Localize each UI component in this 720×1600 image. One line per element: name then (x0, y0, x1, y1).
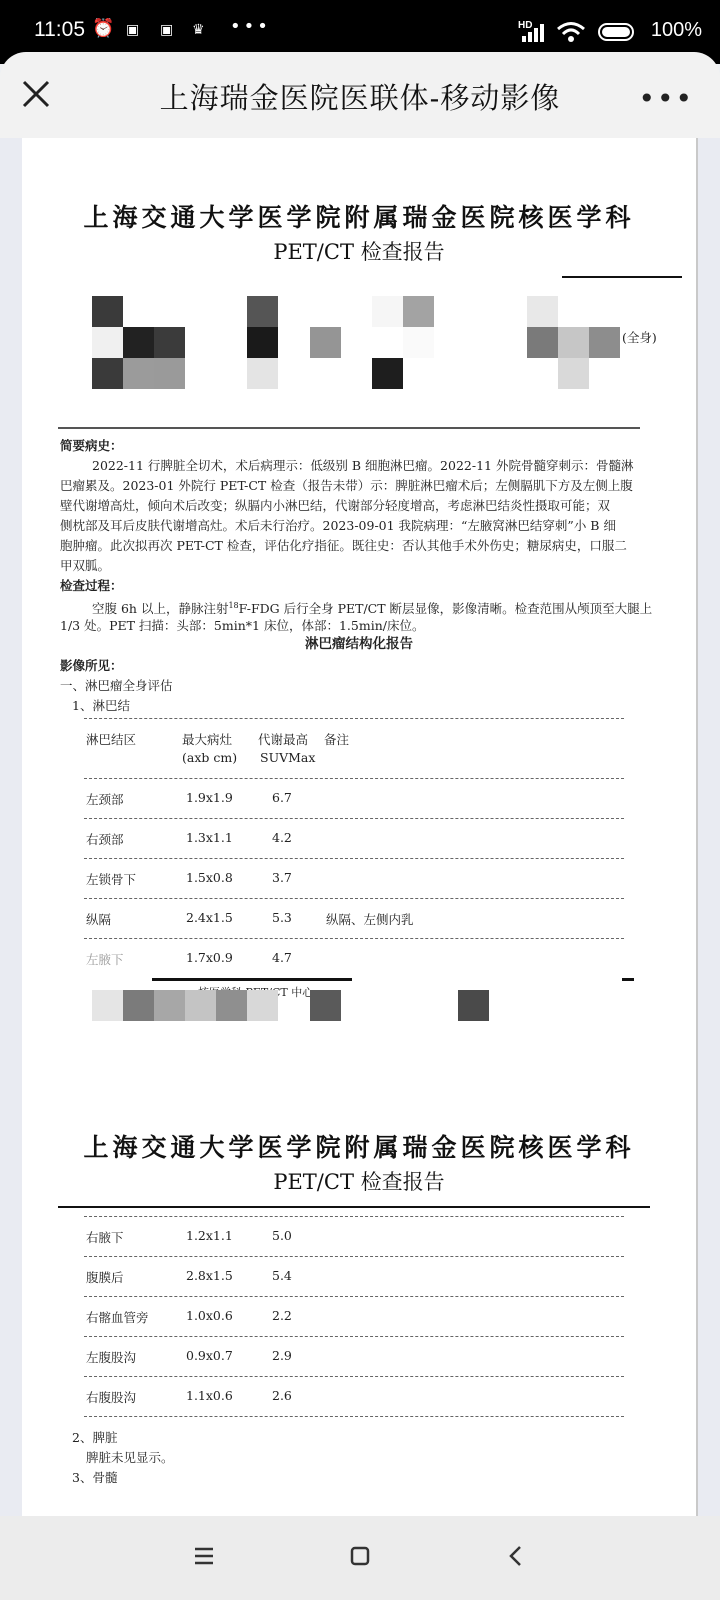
table-rule (84, 938, 624, 939)
system-nav-bar (0, 1516, 720, 1600)
table-row-suv: 5.0 (272, 1228, 292, 1243)
table-row-suv: 5.4 (272, 1268, 292, 1283)
table-rule (84, 818, 624, 819)
table-row-site: 右腹股沟 (86, 1390, 137, 1405)
scope-note: (全身) (622, 330, 657, 345)
app-notification-icon: ▣ (126, 22, 140, 38)
report-title-page-2: PET/CT 检查报告 (273, 1170, 445, 1194)
app-notification-icon-2: ▣ (160, 22, 174, 38)
page-title: 上海瑞金医院医联体-移动影像 (159, 83, 561, 115)
scroll-edge (696, 138, 698, 1516)
report-title: PET/CT 检查报告 (273, 240, 445, 264)
footer-rule-2 (622, 978, 634, 981)
table-row-suv: 2.2 (272, 1308, 292, 1323)
table-rule (84, 858, 624, 859)
table-row-suv: 2.9 (272, 1348, 292, 1363)
table-row-size: 2.4x1.5 (186, 910, 233, 925)
table-row-suv: 4.7 (272, 950, 292, 965)
section-divider (58, 427, 640, 429)
section-1-title: 一、淋巴瘤全身评估 (60, 678, 173, 693)
table-row-size: 1.9x1.9 (186, 790, 233, 805)
table-row-site: 左腹股沟 (86, 1350, 137, 1365)
col-header-site: 淋巴结区 (86, 732, 137, 747)
more-options-icon[interactable]: ••• (638, 82, 694, 115)
table-rule (84, 778, 624, 779)
table-rule (84, 1256, 624, 1257)
table-row-site: 纵隔 (86, 912, 112, 927)
history-line-5: 胞肿瘤。此次拟再次 PET-CT 检查，评估化疗指征。既往史：否认其他手术外伤史；糖尿病史，口服二 (60, 538, 627, 553)
wifi-icon (556, 20, 586, 44)
table-rule (84, 1336, 624, 1337)
table-row-site: 左腋下 (86, 952, 124, 967)
history-line-3: 壁代谢增高灶，倾向术后改变；纵膈内小淋巴结，代谢部分轻度增高，考虑淋巴结炎性摄取可能；双 (60, 498, 611, 513)
table-row-size: 1.5x0.8 (186, 870, 233, 885)
table-row-note: 纵隔、左侧内乳 (326, 912, 414, 927)
table-row-site: 右髂血管旁 (86, 1310, 149, 1325)
report-page (22, 138, 696, 1516)
table-row-size: 2.8x1.5 (186, 1268, 233, 1283)
battery-percent: 100% (650, 19, 702, 41)
header-rule (562, 276, 682, 278)
table-rule (84, 898, 624, 899)
table-row-site: 腹膜后 (86, 1270, 124, 1285)
procedure-label: 检查过程： (60, 578, 123, 593)
alarm-icon: ⏰ (92, 18, 115, 39)
subsection-3-title: 3、骨髓 (72, 1470, 118, 1485)
subsection-1-title: 1、淋巴结 (72, 698, 130, 713)
table-row-suv: 5.3 (272, 910, 292, 925)
hospital-name-page-2: 上海交通大学医学院附属瑞金医院核医学科 (83, 1133, 635, 1162)
footer-center-name: 中心 (291, 986, 314, 999)
col-header-lesion: 最大病灶 (182, 732, 233, 747)
home-icon[interactable] (340, 1536, 380, 1576)
app-notification-icon-3: ♛ (192, 22, 205, 38)
table-rule (84, 1296, 624, 1297)
structured-report-title: 淋巴瘤结构化报告 (305, 636, 413, 652)
spleen-finding: 脾脏未见显示。 (86, 1450, 174, 1465)
findings-label: 影像所见： (60, 658, 123, 673)
table-row-suv: 2.6 (272, 1388, 292, 1403)
status-time: 11:05 (34, 18, 85, 41)
table-row-size: 1.1x0.6 (186, 1388, 233, 1403)
table-rule (84, 1416, 624, 1417)
procedure-line-2: 1/3 处。PET 扫描：头部：5min*1 床位，体部：1.5min/床位。 (60, 618, 425, 633)
battery-icon (598, 23, 638, 41)
history-line-6: 甲双胍。 (60, 558, 111, 573)
header-rule-page-2 (58, 1206, 650, 1208)
table-rule (84, 718, 624, 719)
history-line-1: 2022-11 行脾脏全切术，术后病理示：低级别 B 细胞淋巴瘤。2022-11 外院骨髓穿刺示：骨髓淋 (92, 458, 634, 473)
table-row-size: 1.7x0.9 (186, 950, 233, 965)
procedure-line-1: 空腹 6h 以上，静脉注射$^{18}$F-FDG 后行全身 PET/CT 断层显像，影像清晰。检查范围从颅顶至大腿上 (92, 601, 653, 617)
history-line-4: 侧枕部及耳后皮肤代谢增高灶。术后未行治疗。2023-09-01 我院病理：“左腋窝淋巴结穿刺”小 B 细 (60, 518, 616, 533)
footer-rule (152, 978, 352, 981)
table-row-size: 1.3x1.1 (186, 830, 233, 845)
table-row-site: 右颈部 (86, 832, 124, 847)
col-header-lesion-unit: (axb cm) (182, 750, 238, 765)
table-row-site: 右腋下 (86, 1230, 124, 1245)
col-header-suv: 代谢最高 (258, 732, 309, 747)
subsection-2-title: 2、脾脏 (72, 1430, 118, 1445)
hospital-name: 上海交通大学医学院附属瑞金医院核医学科 (83, 203, 635, 232)
table-rule (84, 1376, 624, 1377)
signal-icon (520, 22, 548, 42)
table-row-size: 1.2x1.1 (186, 1228, 233, 1243)
table-row-suv: 3.7 (272, 870, 292, 885)
menu-icon[interactable] (184, 1536, 224, 1576)
document-viewer[interactable] (0, 138, 720, 1516)
history-line-2: 巴瘤累及。2023-01 外院行 PET-CT 检查（报告未带）示：脾脏淋巴瘤术后；左侧膈肌下方及左侧上腹 (60, 478, 633, 493)
table-row-site: 左颈部 (86, 792, 124, 807)
table-row-size: 1.0x0.6 (186, 1308, 233, 1323)
more-notifications-icon: ••• (230, 16, 271, 37)
title-bar (0, 52, 720, 138)
table-row-size: 0.9x0.7 (186, 1348, 233, 1363)
back-icon[interactable] (496, 1536, 536, 1576)
history-label: 简要病史： (60, 438, 123, 453)
table-row-suv: 6.7 (272, 790, 292, 805)
col-header-note: 备注 (324, 732, 350, 747)
hd-indicator: HD (518, 20, 533, 31)
table-row-site: 左锁骨下 (86, 872, 137, 887)
table-row-suv: 4.2 (272, 830, 292, 845)
col-header-suv-unit: SUVMax (260, 750, 316, 765)
table-rule (84, 1216, 624, 1217)
